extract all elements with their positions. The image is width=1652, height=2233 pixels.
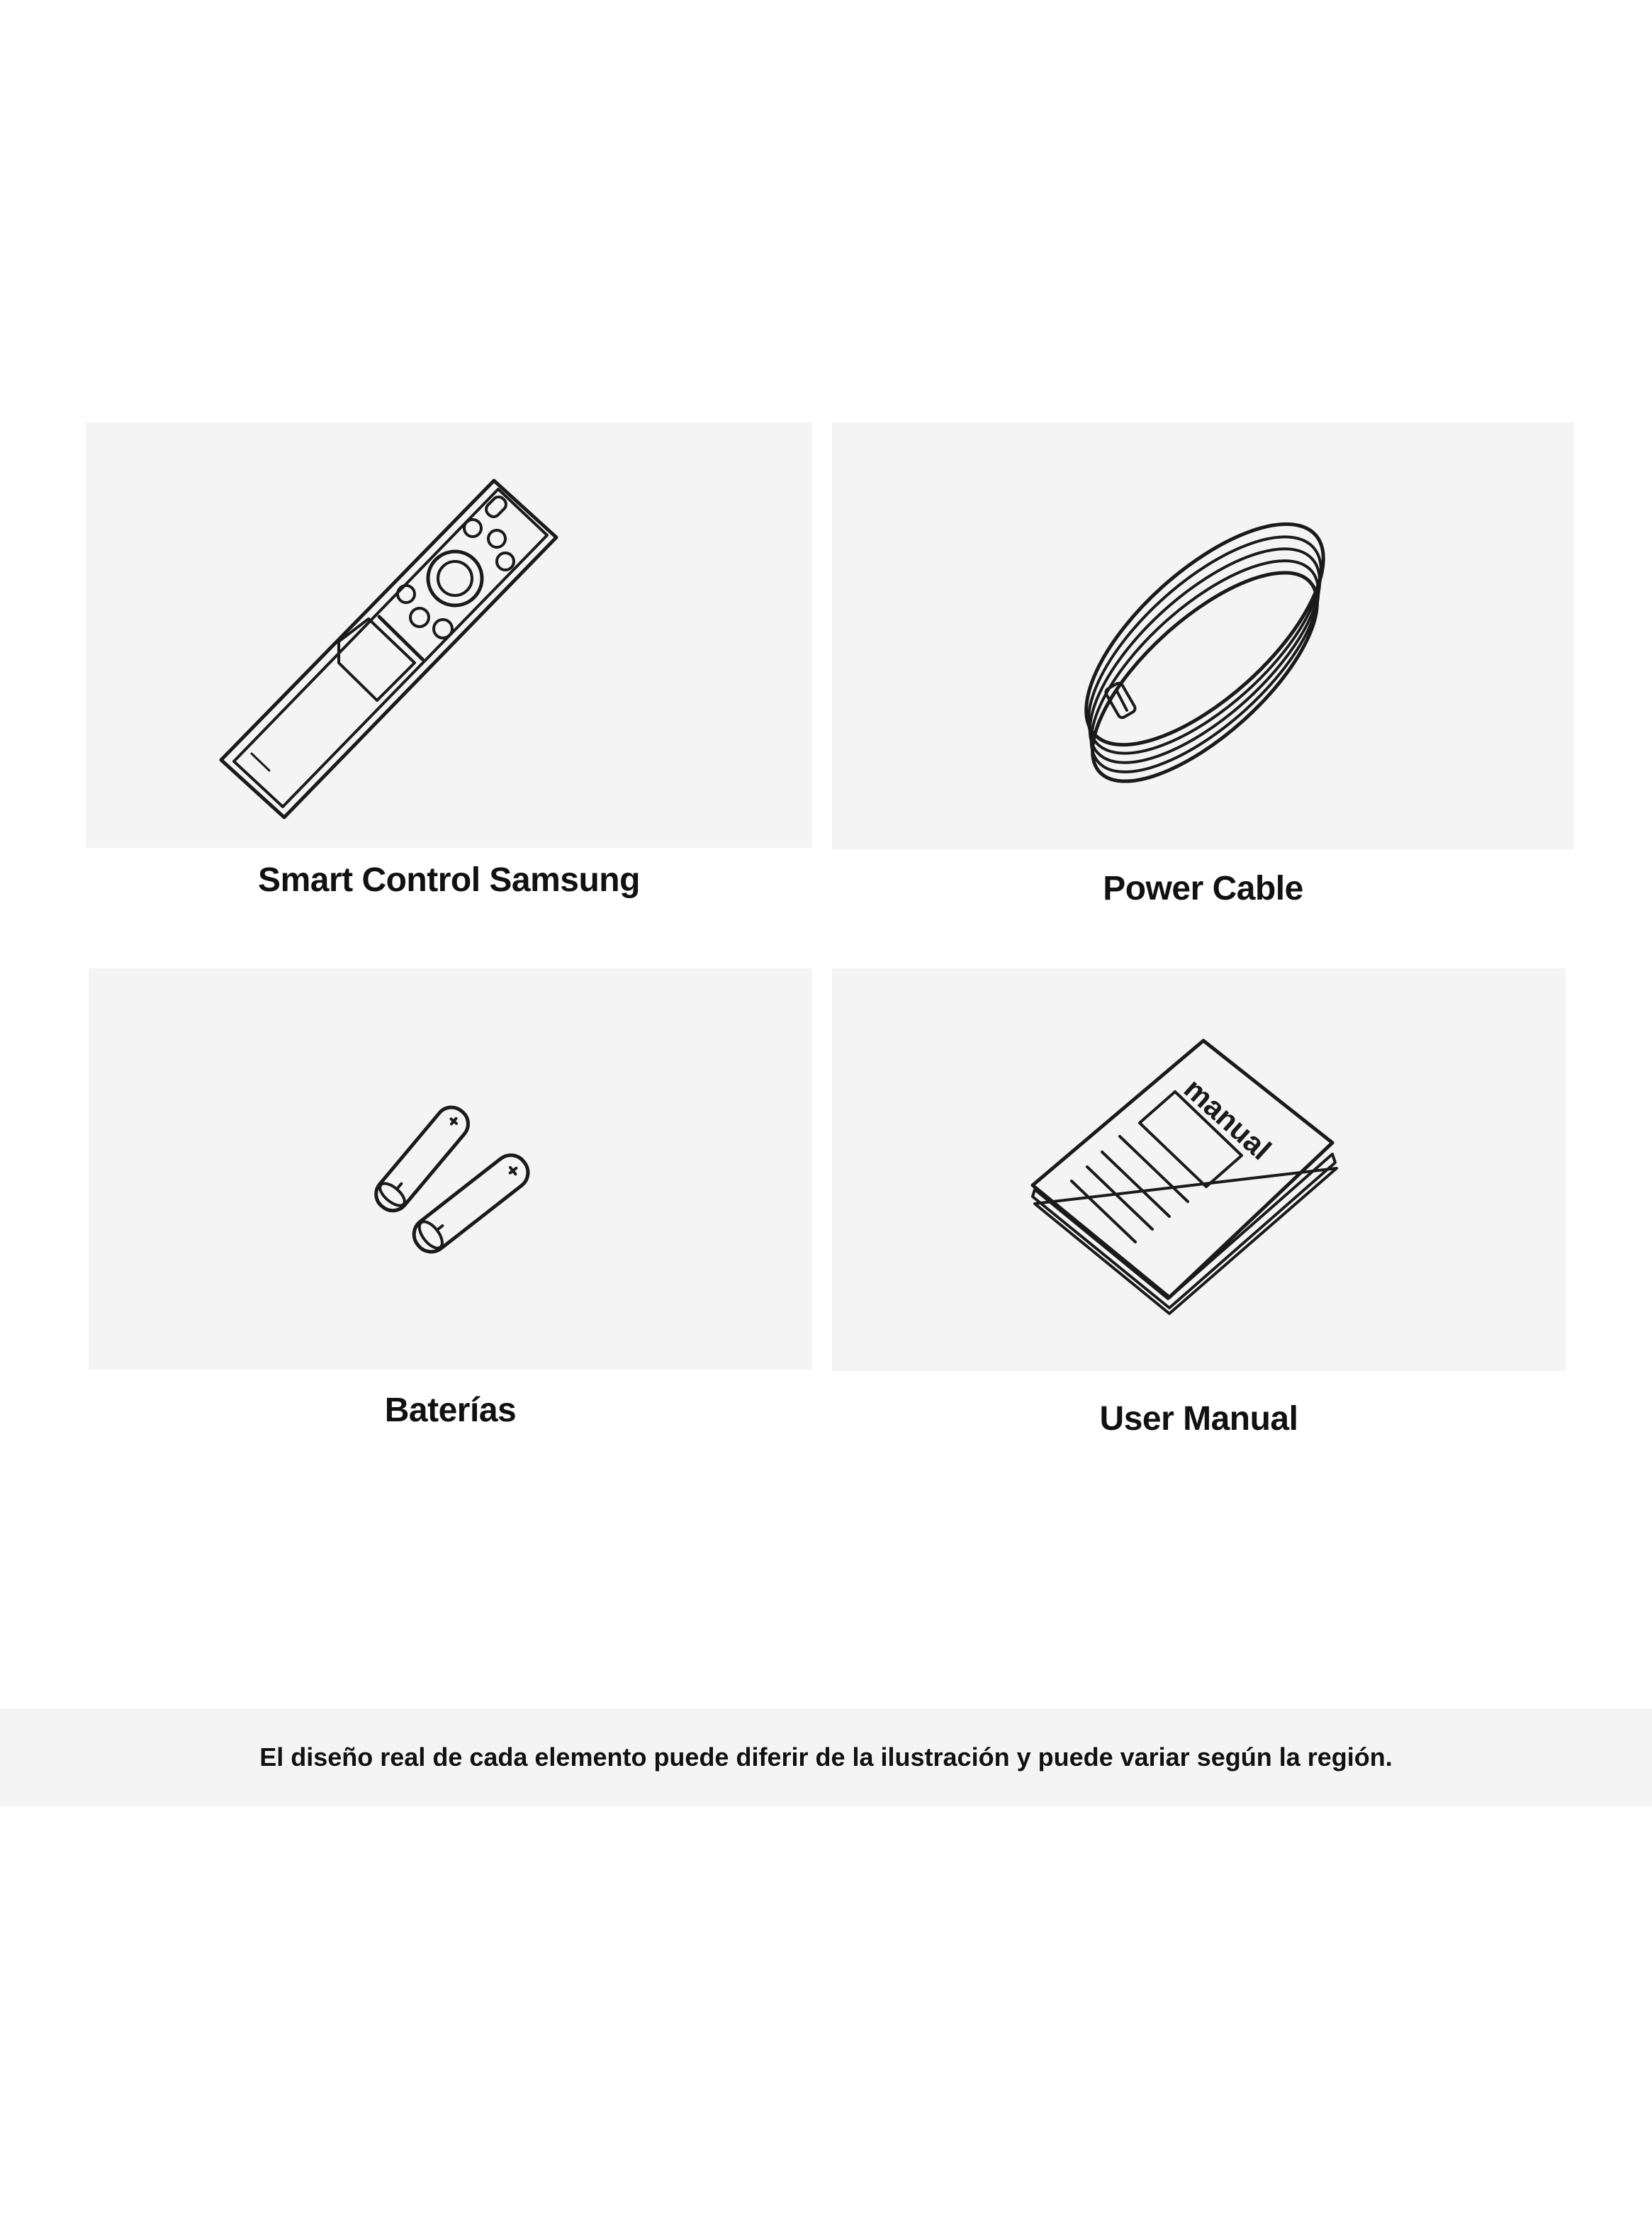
panel-manual [832,968,1566,1371]
caption-cable: Power Cable [1103,870,1303,907]
batteries-icon [89,968,812,1370]
caption-batteries: Baterías [384,1392,517,1429]
panel-remote [86,422,812,848]
panel-cable [832,422,1574,849]
manual-cover-text: manual [1177,1071,1278,1167]
panel-batteries [89,968,812,1370]
disclaimer-text: El diseño real de cada elemento puede diferir de la ilustración y puede variar según la región. [259,1742,1393,1772]
caption-manual: User Manual [1099,1400,1298,1438]
remote-control-icon [86,422,812,848]
disclaimer-bar [0,1708,1652,1806]
user-manual-icon [832,968,1566,1371]
caption-remote: Smart Control Samsung [258,861,640,899]
power-cable-icon [832,422,1574,849]
